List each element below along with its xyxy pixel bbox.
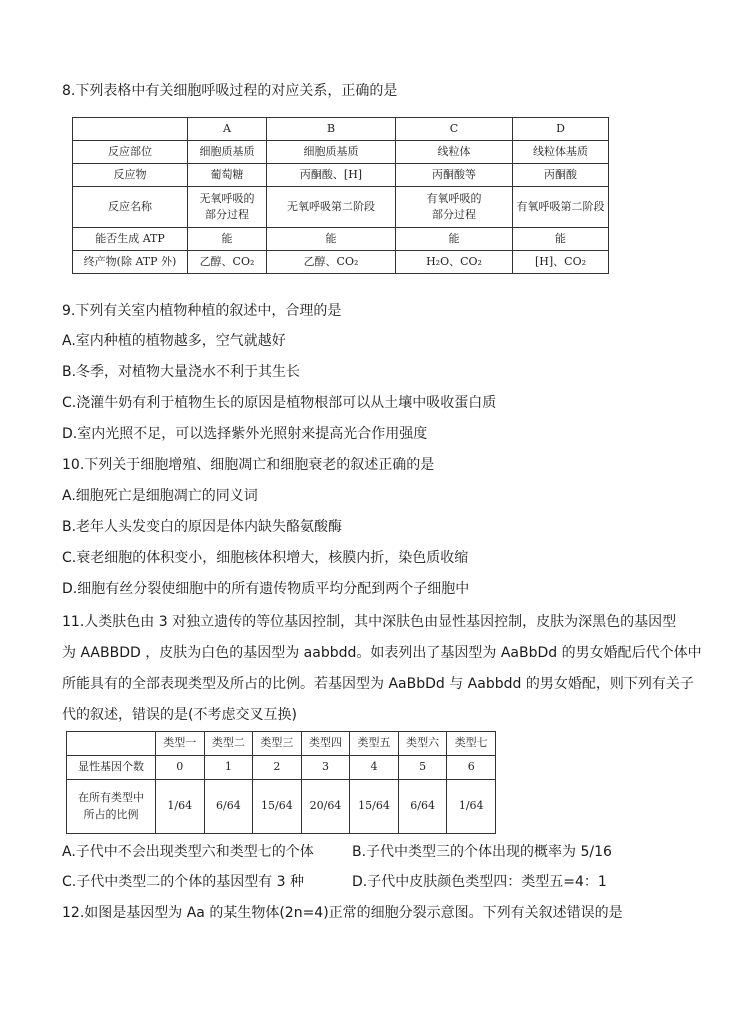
table-row: 反应部位 细胞质基质 细胞质基质 线粒体 线粒体基质 — [73, 141, 609, 164]
q8-table — [72, 117, 609, 274]
q10-option-d: D.细胞有丝分裂使细胞中的所有遗传物质平均分配到两个子细胞中 — [62, 581, 470, 597]
table-row: 类型一 类型二 类型三 类型四 类型五 类型六 类型七 — [67, 732, 496, 756]
table-row: 反应物 葡萄糖 丙酮酸、[H] 丙酮酸等 丙酮酸 — [73, 164, 609, 187]
table-row: 在所有类型中 所占的比例 1/64 6/64 15/64 20/64 15/64 6/64 1/64 — [67, 780, 496, 834]
q9-option-a: A.室内种植的植物越多，空气就越好 — [62, 333, 286, 349]
q10-option-c: C.衰老细胞的体积变小，细胞核体积增大，核膜内折，染色质收缩 — [62, 550, 469, 566]
q12-stem: 12.如图是基因型为 Aa 的某生物体(2n=4)正常的细胞分裂示意图。下列有关叙述错误的是 — [62, 905, 623, 921]
table-row: 能否生成 ATP 能 能 能 能 — [73, 228, 609, 251]
q10-option-b: B.老年人头发变白的原因是体内缺失酪氨酸酶 — [62, 519, 343, 535]
q11-stem-line: 所能具有的全部表现类型及所占的比例。若基因型为 AaBbDd 与 Aabbdd 的男女婚配，则下列有关子 — [62, 676, 694, 692]
q9-stem: 9.下列有关室内植物种植的叙述中，合理的是 — [62, 303, 342, 319]
q10-option-a: A.细胞死亡是细胞凋亡的同义词 — [62, 488, 258, 504]
q8-stem: 8.下列表格中有关细胞呼吸过程的对应关系，正确的是 — [62, 83, 398, 99]
q11-option-b: B.子代中类型三的个体出现的概率为 5/16 — [352, 844, 612, 860]
table-row: 反应名称 无氧呼吸的 部分过程 无氧呼吸第二阶段 有氧呼吸的 部分过程 有氧呼吸第二阶段 — [73, 187, 609, 228]
q11-stem-line: 为 AABBDD ，皮肤为白色的基因型为 aabbdd。如表列出了基因型为 AaBbDd 的男女婚配后代个体中 — [62, 645, 702, 661]
table-row: 显性基因个数 0 1 2 3 4 5 6 — [67, 756, 496, 780]
q10-stem: 10.下列关于细胞增殖、细胞凋亡和细胞衰老的叙述正确的是 — [62, 457, 435, 473]
q11-stem-line: 代的叙述，错误的是(不考虑交叉互换) — [62, 707, 297, 723]
q11-table — [66, 731, 496, 834]
table-row: A B C D — [73, 118, 609, 141]
q9-option-b: B.冬季，对植物大量浇水不利于其生长 — [62, 364, 301, 380]
q9-option-d: D.室内光照不足，可以选择紫外光照射来提高光合作用强度 — [62, 426, 428, 442]
q11-stem-line: 11.人类肤色由 3 对独立遗传的等位基因控制，其中深肤色由显性基因控制，皮肤为深黑色的基因型 — [62, 614, 677, 630]
table-row: 终产物(除 ATP 外) 乙醇、CO₂ 乙醇、CO₂ H₂O、CO₂ [H]、CO₂ — [73, 251, 609, 274]
q11-option-c: C.子代中类型二的个体的基因型有 3 种 — [62, 874, 305, 890]
q11-option-d: D.子代中皮肤颜色类型四：类型五=4：1 — [352, 874, 607, 890]
q11-option-a: A.子代中不会出现类型六和类型七的个体 — [62, 844, 314, 860]
q9-option-c: C.浇灌牛奶有利于植物生长的原因是植物根部可以从土壤中吸收蛋白质 — [62, 395, 497, 411]
